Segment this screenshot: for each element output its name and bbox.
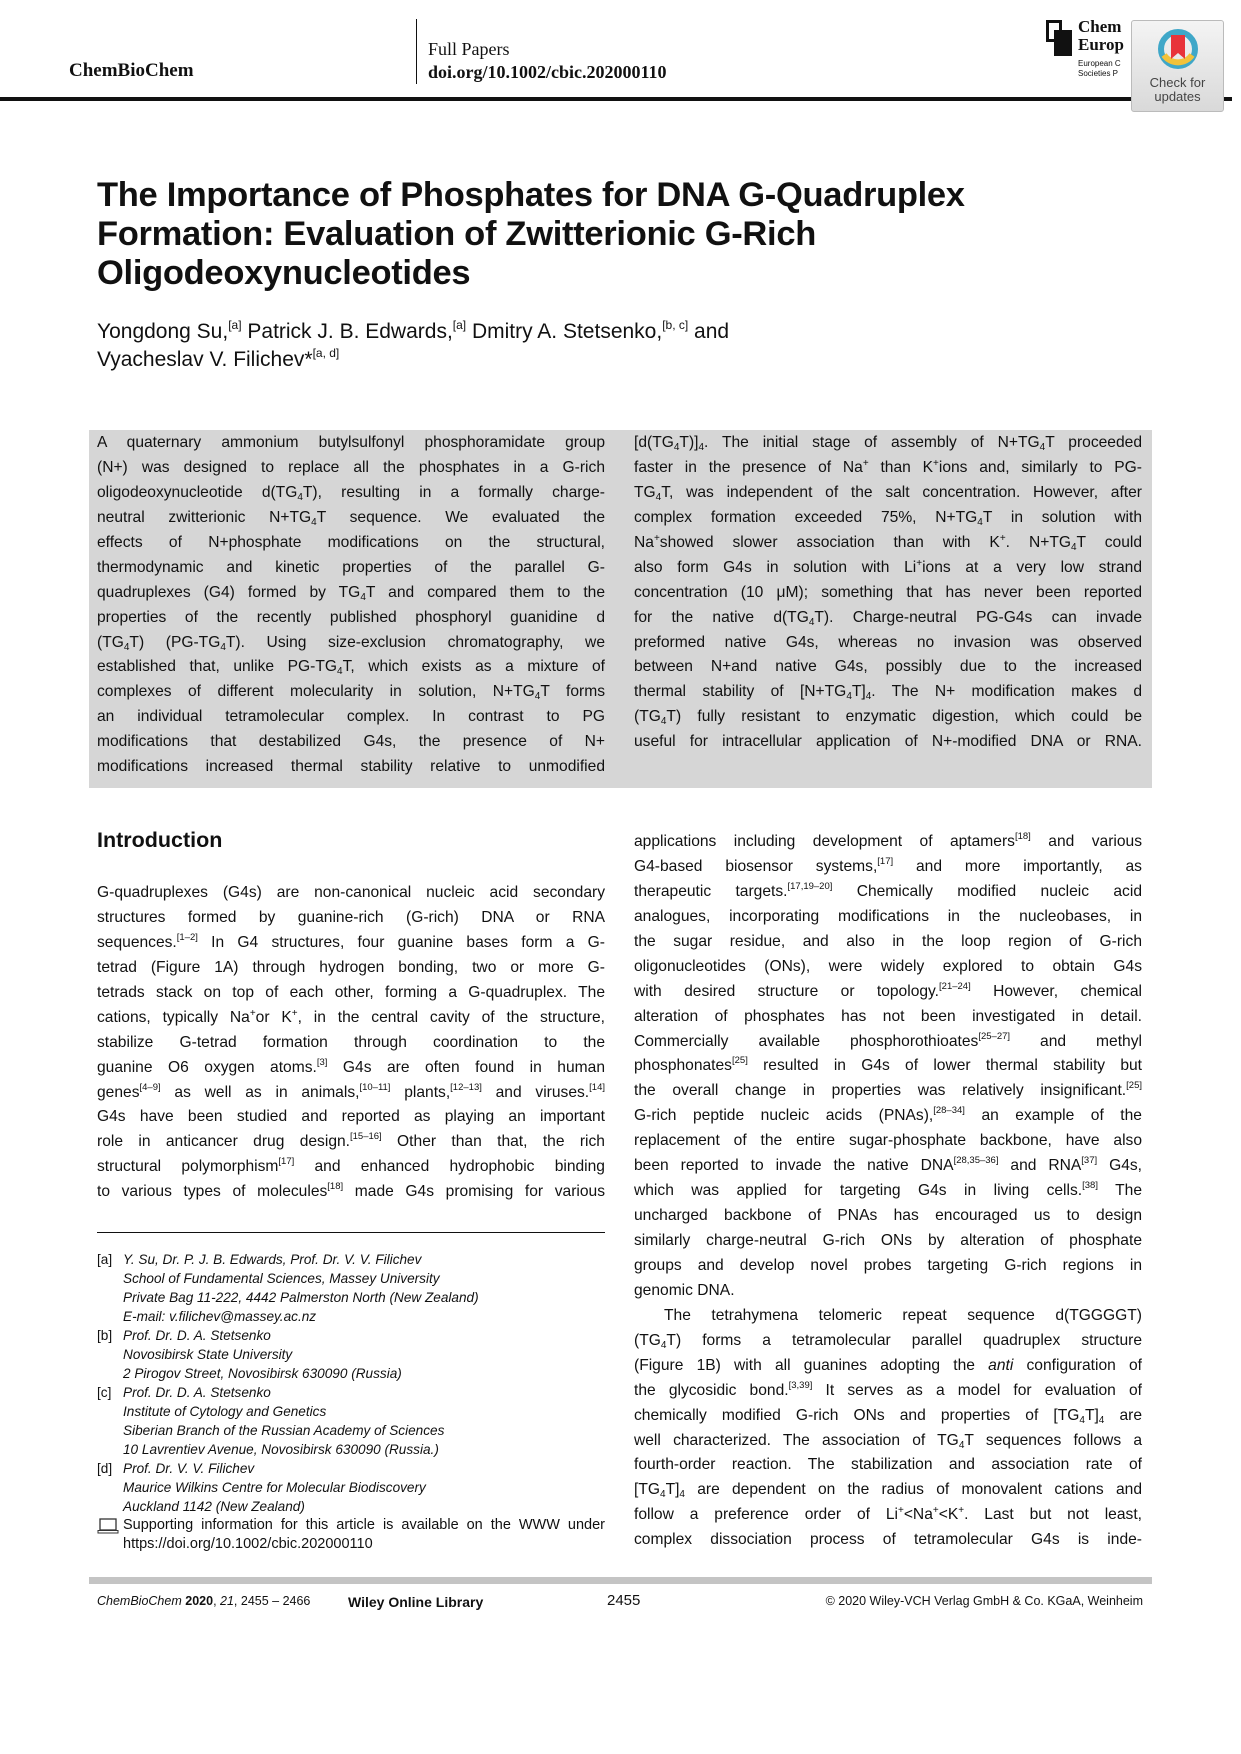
footnote-label: [b] <box>97 1328 113 1343</box>
body-right-column <box>634 830 1142 1553</box>
logo-text: Chem Europ <box>1078 17 1124 54</box>
text-line: properties of the recently published phosphoryl guanidine d <box>97 608 605 626</box>
text-line: uncharged backbone of PNAs has encouraged us to design <box>634 1207 1142 1225</box>
text-line: (Figure 1B) with all guanines adopting the anti configuration of <box>634 1356 1142 1374</box>
footnote <box>97 1250 605 1326</box>
text-line: similarly charge-neutral G-rich ONs by alteration of phosphate <box>634 1232 1142 1249</box>
text-line: $[TG_4T]_4$ are dependent on the radius of monovalent cations and <box>634 1481 1142 1501</box>
text-line: an individual tetramolecular complex. In contrast to PG <box>97 708 605 726</box>
footnote-line: 2 Pirogov Street, Novosibirsk 630090 (Russia) <box>123 1366 402 1381</box>
text-line: chemically modified G-rich ONs and properties of $[TG_4T]_4$ are <box>634 1406 1142 1426</box>
logo-square-icon <box>1054 30 1072 56</box>
text-line: for the native $d(TG_4T)$. Charge-neutral PG-G4s can invade <box>634 608 1142 628</box>
text-line: oligodeoxynucleotide $d(TG_4T)$, resulting in a formally charge- <box>97 483 605 503</box>
footnote-line: Y. Su, Dr. P. J. B. Edwards, Prof. Dr. V. V. Filichev <box>123 1252 422 1267</box>
text-line: useful for intracellular application of N+-modified DNA or RNA. <box>634 733 1142 751</box>
footnote <box>97 1459 605 1516</box>
text-line: G4s have been studied and reported as playing an important <box>97 1108 605 1126</box>
author-list <box>97 318 729 374</box>
text-line: genomic DNA. <box>634 1281 735 1299</box>
author-affiliation: [b, c] <box>662 318 689 332</box>
footnote-line: Prof. Dr. D. A. Stetsenko <box>123 1385 271 1400</box>
text-line: G4-based biosensor systems,[17] and more importantly, as <box>634 855 1142 875</box>
text-line: $TG_4T$, was independent of the salt concentration. However, after <box>634 483 1142 503</box>
text-line: role in anticancer drug design.[15–16] Other than that, the rich <box>97 1131 605 1151</box>
text-line: which was applied for targeting G4s in living cells.[38] The <box>634 1180 1142 1200</box>
text-line: quadruplexes (G4) formed by $TG_4T$ and compared them to the <box>97 583 605 603</box>
footnote-line: Private Bag 11-222, 4442 Palmerston North (New Zealand) <box>123 1290 479 1305</box>
article-type: Full Papers <box>428 39 510 59</box>
text-line: genes[4–9] as well as in animals,[10–11] plants,[12–13] and viruses.[14] <box>97 1081 605 1101</box>
supporting-information <box>97 1516 605 1554</box>
footnote-line: Novosibirsk State University <box>123 1347 293 1362</box>
text-line: thermodynamic and kinetic properties of the parallel G- <box>97 558 605 576</box>
abstract-left-column <box>97 431 605 780</box>
text-line: complex formation exceeded 75%, $N+TG_4T$ in solution with <box>634 508 1142 528</box>
text-line: G-rich peptide nucleic acids (PNAs),[28–34] an example of the <box>634 1105 1142 1125</box>
text-line: to various types of molecules[18] made G4s promising for various <box>97 1181 605 1201</box>
text-line: the sugar residue, and also in the loop region of G-rich <box>634 932 1142 950</box>
article-title <box>97 176 965 293</box>
text-line: tetrads stack on top of each other, forming a G-quadruplex. The <box>97 983 605 1001</box>
footnote-line: Siberian Branch of the Russian Academy of Sciences <box>123 1423 445 1438</box>
text-line: alteration of phosphates has not been investigated in detail. <box>634 1007 1142 1025</box>
footnote-line: Auckland 1142 (New Zealand) <box>123 1499 305 1514</box>
text-line: oligonucleotides (ONs), were widely explored to obtain G4s <box>634 957 1142 975</box>
footnote-line: E-mail: v.filichev@massey.ac.nz <box>123 1309 317 1324</box>
text-line: analogues, incorporating modifications in the nucleobases, in <box>634 907 1142 925</box>
footnote-line: School of Fundamental Sciences, Massey University <box>123 1271 440 1286</box>
footnote-line: Institute of Cytology and Genetics <box>123 1404 327 1419</box>
text-line: concentration (10 μM); something that has never been reported <box>634 583 1142 601</box>
text-line: groups and develop novel probes targeting G-rich regions in <box>634 1256 1142 1274</box>
text-line: $(TG_4T)$ fully resistant to enzymatic digestion, which could be <box>634 708 1142 728</box>
text-line: complex dissociation process of tetramolecular G4s is inde- <box>634 1531 1142 1549</box>
badge-label: Check for updates <box>1149 75 1206 104</box>
text-line: (N+) was designed to replace all the phosphates in a G-rich <box>97 458 605 476</box>
affiliation-footnotes <box>97 1250 605 1516</box>
author-name: Patrick J. B. Edwards, <box>241 320 453 343</box>
wiley-online-library: Wiley Online Library <box>348 1594 484 1610</box>
title-line: Formation: Evaluation of Zwitterionic G-Rich <box>97 215 816 253</box>
text-line: guanine O6 oxygen atoms.[3] G4s are often found in human <box>97 1056 605 1076</box>
footnote-line: Prof. Dr. D. A. Stetsenko <box>123 1328 271 1343</box>
text-line: replacement of the entire sugar-phosphate backbone, have also <box>634 1132 1142 1150</box>
text-line: between N+and native G4s, possibly due to the increased <box>634 658 1142 676</box>
author-name: Vyacheslav V. Filichev* <box>97 348 313 371</box>
text-line: Commercially available phosphorothioates[25–27] and methyl <box>634 1030 1142 1050</box>
text-line: therapeutic targets.[17,19–20] Chemically modified nucleic acid <box>634 880 1142 900</box>
text-line: established that, unlike $PG-TG_4T$, which exists as a mixture of <box>97 658 605 678</box>
bookmark-ring-icon <box>1156 27 1200 71</box>
doi-link[interactable]: doi.org/10.1002/cbic.202000110 <box>428 62 667 82</box>
text-line: with desired structure or topology.[21–24] However, chemical <box>634 980 1142 1000</box>
text-line: $[d(TG_4T)]_4$. The initial stage of assembly of $N+TG_4T$ proceeded <box>634 434 1142 453</box>
text-line: structural polymorphism[17] and enhanced hydrophobic binding <box>97 1156 605 1176</box>
title-line: Oligodeoxynucleotides <box>97 254 471 292</box>
supporting-info-text: Supporting information for this article is available on the WWW under <box>123 1517 605 1533</box>
text-line: structures formed by guanine-rich (G-rich) DNA or RNA <box>97 908 605 926</box>
text-line: $(TG_4T)$ forms a tetramolecular parallel quadruplex structure <box>634 1331 1142 1351</box>
text-line: thermal stability of $[N+TG_4T]_4$. The N+ modification makes d <box>634 683 1142 703</box>
supporting-info-link[interactable]: https://doi.org/10.1002/cbic.202000110 <box>123 1536 373 1552</box>
text-line: the glycosidic bond.[3,39] It serves as a model for evaluation of <box>634 1379 1142 1399</box>
page-number: 2455 <box>607 1592 641 1609</box>
text-line: faster in the presence of Na+ than K+ions and, similarly to PG- <box>634 457 1142 476</box>
text-line: modifications that destabilized G4s, the presence of N+ <box>97 733 605 751</box>
copyright: © 2020 Wiley-VCH Verlag GmbH & Co. KGaA, Weinheim <box>825 1594 1143 1608</box>
text-line: The tetrahymena telomeric repeat sequence d(TGGGGT) <box>664 1306 1142 1324</box>
author-name: Yongdong Su, <box>97 320 229 343</box>
text-line: G-quadruplexes (G4s) are non-canonical nucleic acid secondary <box>97 884 605 901</box>
text-line: sequences.[1–2] In G4 structures, four guanine bases form a G- <box>97 931 605 951</box>
text-line: the overall change in properties was relatively insignificant.[25] <box>634 1080 1142 1100</box>
text-line: stabilize G-tetrad formation through coordination to the <box>97 1033 605 1051</box>
footer-bar <box>89 1577 1152 1584</box>
check-for-updates-button[interactable] <box>1131 20 1224 112</box>
footnote <box>97 1326 605 1383</box>
logo-subtext: European C Societies P <box>1078 59 1121 78</box>
text-line: effects of N+phosphate modifications on the structural, <box>97 533 605 551</box>
text-line: cations, typically Na+or K+, in the central cavity of the structure, <box>97 1007 605 1026</box>
page-footer <box>97 1594 1143 1614</box>
chemistry-europe-logo <box>1046 18 1136 78</box>
text-line: preformed native G4s, whereas no invasion was observed <box>634 633 1142 651</box>
text-line: A quaternary ammonium butylsulfonyl phosphoramidate group <box>97 434 605 451</box>
footnote <box>97 1383 605 1459</box>
text-line: follow a preference order of Li+<Na+<K+. Last but not least, <box>634 1505 1142 1524</box>
footnote-line: 10 Lavrentiev Avenue, Novosibirsk 630090 (Russia.) <box>123 1442 439 1457</box>
text-line: $(TG_4T)$ $(PG-TG_4T)$. Using size-exclusion chromatography, we <box>97 633 605 653</box>
author-affiliation: [a, d] <box>312 346 340 360</box>
footnote-label: [c] <box>97 1385 112 1400</box>
footnote-line: Maurice Wilkins Centre for Molecular Biodiscovery <box>123 1480 426 1495</box>
section-heading-introduction: Introduction <box>97 828 223 852</box>
author-affiliation: [a] <box>452 318 467 332</box>
citation-info: ChemBioChem 2020, 21, 2455 – 2466 <box>97 1594 311 1608</box>
text-line: also form G4s in solution with Li+ions at a very low strand <box>634 557 1142 576</box>
author-conjunction: and <box>688 320 730 343</box>
footnote-label: [d] <box>97 1461 113 1476</box>
text-line: applications including development of aptamers[18] and various <box>634 831 1142 850</box>
title-line: The Importance of Phosphates for DNA G-Quadruplex <box>97 176 965 214</box>
journal-name: ChemBioChem <box>69 60 194 81</box>
footnote-rule <box>97 1232 605 1233</box>
author-name: Dmitry A. Stetsenko, <box>466 320 663 343</box>
text-line: Na+showed slower association than with K+. $N+TG_4T$ could <box>634 532 1143 553</box>
author-affiliation: [a] <box>228 318 242 332</box>
text-line: been reported to invade the native DNA[28,35–36] and RNA[37] G4s, <box>634 1155 1143 1175</box>
footnote-label: [a] <box>97 1252 113 1267</box>
text-line: well characterized. The association of $TG_4T$ sequences follows a <box>634 1431 1142 1451</box>
text-line: fourth-order reaction. The stabilization and association rate of <box>634 1456 1142 1474</box>
computer-icon <box>97 1518 119 1534</box>
header-divider <box>416 19 417 84</box>
footnote-line: Prof. Dr. V. V. Filichev <box>123 1461 255 1476</box>
text-line: neutral zwitterionic $N+TG_4T$ sequence. We evaluated the <box>97 508 605 528</box>
text-line: tetrad (Figure 1A) through hydrogen bonding, two or more G- <box>97 958 605 976</box>
header-rule <box>0 97 1232 101</box>
text-line: modifications increased thermal stability relative to unmodified <box>97 758 605 776</box>
abstract-right-column <box>634 431 1142 755</box>
body-left-column <box>97 881 605 1205</box>
text-line: complexes of different molecularity in solution, $N+TG_4T$ forms <box>97 683 606 703</box>
text-line: phosphonates[25] resulted in G4s of lower thermal stability but <box>634 1055 1142 1075</box>
